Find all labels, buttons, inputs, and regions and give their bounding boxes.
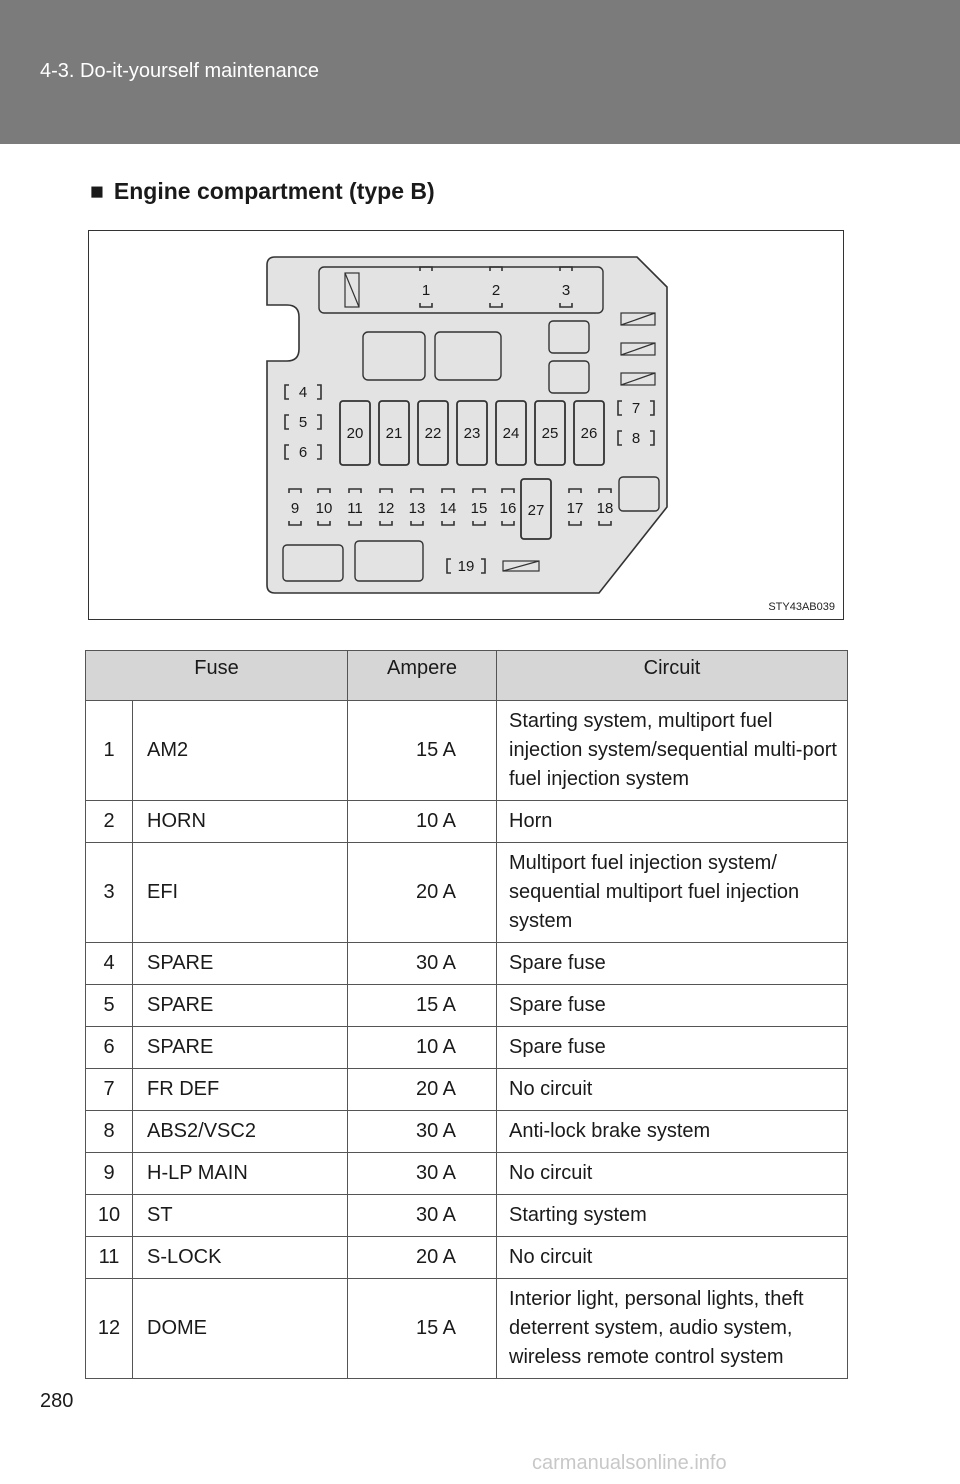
table-row [86,843,848,943]
fuse-label: 13 [408,500,426,517]
table-row [86,1111,848,1153]
fuse-label: 21 [385,425,403,442]
fuse-ampere: 15 A [348,985,497,1027]
relay-block [619,477,659,511]
fuse-label: 4 [298,384,308,401]
fuse-label: 5 [298,414,308,431]
fuse-number: 12 [86,1279,133,1379]
fuse-number: 2 [86,801,133,843]
fuse-label: 8 [631,430,641,447]
fuse-ampere: 30 A [348,1153,497,1195]
fuse-label: 20 [346,425,364,442]
fuse-circuit: No circuit [497,1237,848,1279]
fuse-circuit: Spare fuse [497,985,848,1027]
fuse-label: 10 [315,500,333,517]
page-number: 280 [40,1390,74,1412]
fuse-circuit: Horn [497,801,848,843]
fuse-label: 16 [499,500,517,517]
fuse-ampere: 15 A [348,701,497,801]
fuse-ampere: 15 A [348,1279,497,1379]
fuse-ampere: 20 A [348,843,497,943]
relay-block [355,541,423,581]
fuse-circuit: Interior light, personal lights, theft deterrent system, audio system, wireless remote control system [497,1279,848,1379]
fuse-number: 1 [86,701,133,801]
fuse-number: 8 [86,1111,133,1153]
fuse-circuit: No circuit [497,1153,848,1195]
fuse-label: 15 [470,500,488,517]
fuse-label: 19 [457,558,475,575]
fuse-circuit: Anti-lock brake system [497,1111,848,1153]
fuse-ampere: 30 A [348,1195,497,1237]
table-row [86,1279,848,1379]
fuse-number: 9 [86,1153,133,1195]
fuse-label: 24 [502,425,520,442]
page-header [0,0,960,144]
fuse-label: 26 [580,425,598,442]
fuse-name: AM2 [133,701,348,801]
fuse-label: 6 [298,444,308,461]
fuse-number: 6 [86,1027,133,1069]
relay-block [549,361,589,393]
slash-fuse-bottom [503,561,539,571]
fuse-box-drawing [89,231,845,621]
fuse-label: 12 [377,500,395,517]
table-row [86,1069,848,1111]
fuse-label: 7 [631,400,641,417]
fuse-circuit: Multiport fuel injection system/ sequential multiport fuel injection system [497,843,848,943]
relay-block [549,321,589,353]
section-heading-text: Engine compartment (type B) [113,178,435,204]
column-header-circuit: Circuit [497,651,848,701]
fuse-number: 4 [86,943,133,985]
fuse-circuit: Starting system, multiport fuel injection system/sequential multi-port fuel injection system [497,701,848,801]
fuse-name: HORN [133,801,348,843]
fuse-number: 3 [86,843,133,943]
fuse-name: ST [133,1195,348,1237]
fuse-label: 25 [541,425,559,442]
table-row [86,985,848,1027]
watermark: carmanualsonline.info [532,1452,727,1474]
table-row [86,1237,848,1279]
fuse-name: SPARE [133,943,348,985]
fuse-name: H-LP MAIN [133,1153,348,1195]
fuse-name: SPARE [133,985,348,1027]
fuse-number: 7 [86,1069,133,1111]
fuse-name: FR DEF [133,1069,348,1111]
column-header-ampere: Ampere [348,651,497,701]
fuse-ampere: 20 A [348,1069,497,1111]
column-header-fuse: Fuse [86,651,348,701]
table-row [86,1195,848,1237]
fuse-name: ABS2/VSC2 [133,1111,348,1153]
relay-block [363,332,425,380]
bullet-square-icon: ■ [90,178,104,204]
fuse-name: EFI [133,843,348,943]
table-row [86,1153,848,1195]
fuse-label: 14 [439,500,457,517]
figure-code: STY43AB039 [768,601,835,613]
fuse-label: 27 [527,502,545,519]
fuse-label: 23 [463,425,481,442]
fuse-label: 3 [561,282,571,299]
fuse-circuit: No circuit [497,1069,848,1111]
fuse-name: DOME [133,1279,348,1379]
fuse-circuit: Starting system [497,1195,848,1237]
fuse-label: 2 [491,282,501,299]
header-title: 4-3. Do-it-yourself maintenance [40,60,320,82]
fuse-table [85,650,848,1379]
table-header-row [86,651,848,701]
relay-block [435,332,501,380]
fuse-ampere: 20 A [348,1237,497,1279]
fuse-label: 17 [566,500,584,517]
fuse-ampere: 30 A [348,1111,497,1153]
table-row [86,943,848,985]
relay-block [283,545,343,581]
fuse-number: 5 [86,985,133,1027]
fuse-ampere: 10 A [348,1027,497,1069]
fuse-circuit: Spare fuse [497,943,848,985]
fuse-label: 18 [596,500,614,517]
fuse-label: 11 [347,500,363,517]
fuse-label: 22 [424,425,442,442]
fuse-circuit: Spare fuse [497,1027,848,1069]
fuse-label: 9 [290,500,300,517]
table-row [86,1027,848,1069]
fuse-name: S-LOCK [133,1237,348,1279]
table-row [86,801,848,843]
fuse-ampere: 30 A [348,943,497,985]
table-row [86,701,848,801]
fuse-ampere: 10 A [348,801,497,843]
fuse-label: 1 [421,282,431,299]
slash-fuses [621,313,655,385]
fuse-box-diagram [88,230,844,620]
fuse-name: SPARE [133,1027,348,1069]
section-heading [90,178,435,205]
fuse-number: 11 [86,1237,133,1279]
fuse-number: 10 [86,1195,133,1237]
